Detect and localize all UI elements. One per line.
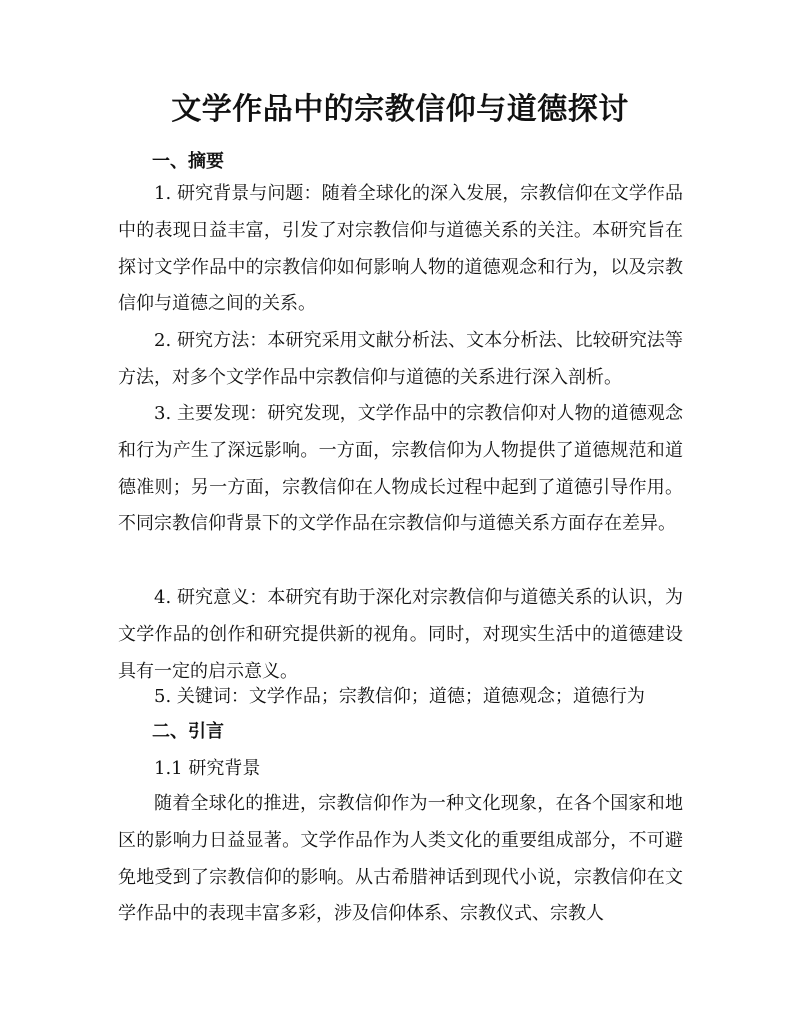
- abstract-item-significance: 4. 研究意义：本研究有助于深化对宗教信仰与道德关系的认识，为文学作品的创作和研究提供新的视角。同时，对现实生活中的道德建设具有一定的启示意义。: [118, 587, 683, 682]
- introduction-paragraph: 随着全球化的推进，宗教信仰作为一种文化现象，在各个国家和地区的影响力日益显著。文学作品作为人类文化的重要组成部分，不可避免地受到了宗教信仰的影响。从古希腊神话到现代小说，宗教信仰在文学作品中的表现丰富多彩，涉及信仰体系、宗教仪式、宗教人: [118, 793, 683, 925]
- abstract-item-methods: 2. 研究方法：本研究采用文献分析法、文本分析法、比较研究法等方法，对多个文学作品中宗教信仰与道德的关系进行深入剖析。: [118, 330, 683, 388]
- subsection-heading-background: 1.1 研究背景: [154, 758, 261, 779]
- abstract-item-keywords: 5. 关键词：文学作品；宗教信仰；道德；道德观念；道德行为: [154, 686, 645, 707]
- section-heading-introduction: 二、引言: [152, 721, 224, 742]
- abstract-item-background: 1. 研究背景与问题：随着全球化的深入发展，宗教信仰在文学作品中的表现日益丰富，引发了对宗教信仰与道德关系的关注。本研究旨在探讨文学作品中的宗教信仰如何影响人物的道德观念和行为，以及宗教信仰与道德之间的关系。: [118, 183, 683, 315]
- section-heading-abstract: 一、摘要: [152, 151, 224, 172]
- abstract-item-findings: 3. 主要发现：研究发现，文学作品中的宗教信仰对人物的道德观念和行为产生了深远影响。一方面，宗教信仰为人物提供了道德规范和道德准则；另一方面，宗教信仰在人物成长过程中起到了道德引导作用。不同宗教信仰背景下的文学作品在宗教信仰与道德关系方面存在差异。: [118, 403, 683, 535]
- document-title: 文学作品中的宗教信仰与道德探讨: [171, 92, 629, 127]
